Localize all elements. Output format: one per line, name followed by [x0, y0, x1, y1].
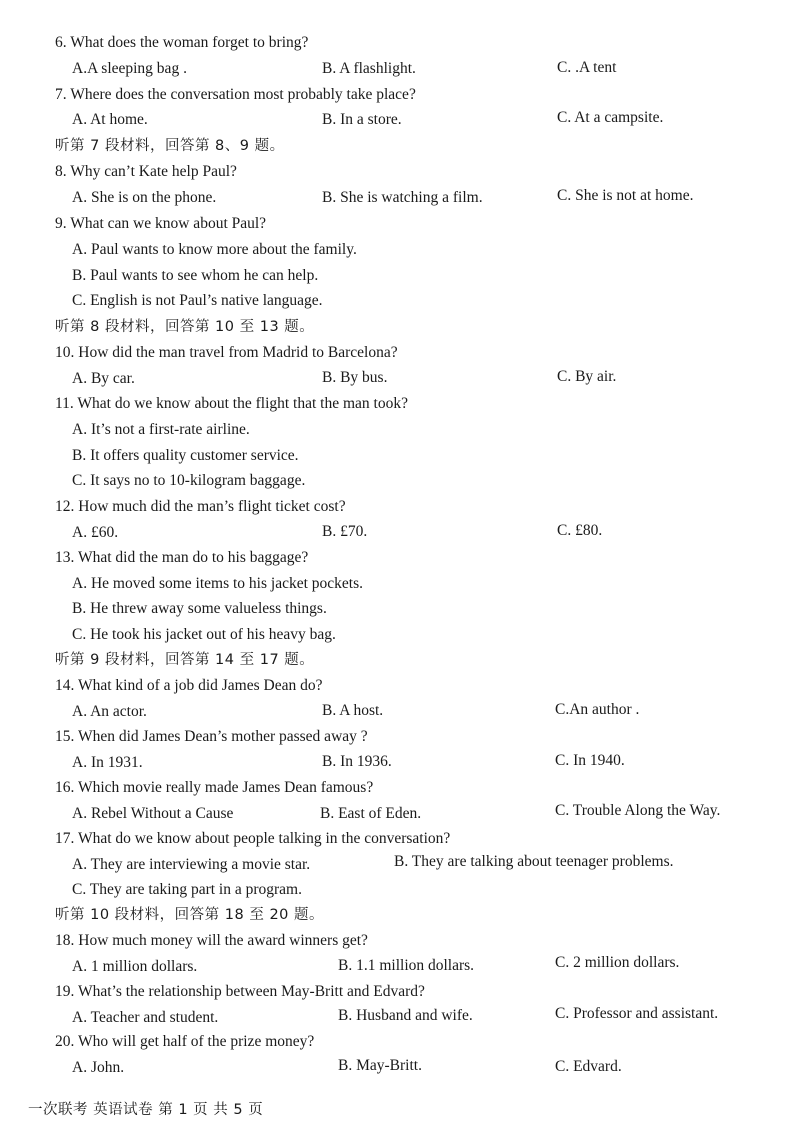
question-14-stem: 14. What kind of a job did James Dean do?: [55, 677, 323, 694]
question-11-option-a: A. It’s not a first-rate airline.: [72, 421, 250, 438]
question-18-option-c: C. 2 million dollars.: [555, 954, 680, 971]
page-footer: 一次联考 英语试卷 第 1 页 共 5 页: [28, 1102, 264, 1118]
question-19-option-b: B. Husband and wife.: [338, 1007, 473, 1024]
question-16-stem: 16. Which movie really made James Dean famous?: [55, 779, 374, 796]
question-10-stem: 10. How did the man travel from Madrid to Barcelona?: [55, 344, 398, 361]
question-13-option-a: A. He moved some items to his jacket pockets.: [72, 575, 363, 592]
question-16-option-a: A. Rebel Without a Cause: [72, 805, 234, 822]
question-7-option-c: C. At a campsite.: [557, 109, 664, 126]
question-6-option-b: B. A flashlight.: [322, 60, 416, 77]
question-13-option-c: C. He took his jacket out of his heavy bag.: [72, 626, 336, 643]
question-13-option-b: B. He threw away some valueless things.: [72, 600, 327, 617]
question-18-option-b: B. 1.1 million dollars.: [338, 957, 475, 974]
question-8-stem: 8. Why can’t Kate help Paul?: [55, 163, 237, 180]
question-10-option-c: C. By air.: [557, 368, 617, 385]
question-8-option-c: C. She is not at home.: [557, 187, 694, 204]
question-8-option-b: B. She is watching a film.: [322, 189, 483, 206]
question-11-stem: 11. What do we know about the flight that the man took?: [55, 395, 408, 412]
question-12-option-b: B. £70.: [322, 523, 368, 540]
question-6-option-a: A.A sleeping bag .: [72, 60, 187, 77]
question-11-option-c: C. It says no to 10-kilogram baggage.: [72, 472, 306, 489]
question-20-option-c: C. Edvard.: [555, 1058, 622, 1075]
section-7-instruction: 听第 7 段材料，回答第 8、9 题。: [55, 138, 285, 154]
question-17-stem: 17. What do we know about people talking in the conversation?: [55, 830, 451, 847]
question-17-option-a: A. They are interviewing a movie star.: [72, 856, 311, 873]
question-18-option-a: A. 1 million dollars.: [72, 958, 198, 975]
question-8-option-a: A. She is on the phone.: [72, 189, 217, 206]
question-20-stem: 20. Who will get half of the prize money?: [55, 1033, 315, 1050]
question-11-option-b: B. It offers quality customer service.: [72, 447, 299, 464]
question-18-stem: 18. How much money will the award winners get?: [55, 932, 368, 949]
question-10-option-b: B. By bus.: [322, 369, 388, 386]
question-7-option-a: A. At home.: [72, 111, 148, 128]
section-8-instruction: 听第 8 段材料，回答第 10 至 13 题。: [55, 319, 315, 335]
question-12-option-a: A. £60.: [72, 524, 119, 541]
question-17-option-c: C. They are taking part in a program.: [72, 881, 302, 898]
question-15-stem: 15. When did James Dean’s mother passed away ?: [55, 728, 368, 745]
question-17-option-b: B. They are talking about teenager problems.: [394, 853, 674, 870]
section-9-instruction: 听第 9 段材料，回答第 14 至 17 题。: [55, 652, 315, 668]
question-15-option-b: B. In 1936.: [322, 753, 392, 770]
question-9-option-c: C. English is not Paul’s native language.: [72, 292, 323, 309]
question-7-stem: 7. Where does the conversation most probably take place?: [55, 86, 416, 103]
question-20-option-b: B. May-Britt.: [338, 1057, 422, 1074]
question-6-option-c: C. .A tent: [557, 59, 617, 76]
question-16-option-b: B. East of Eden.: [320, 805, 422, 822]
question-9-option-a: A. Paul wants to know more about the family.: [72, 241, 357, 258]
question-9-option-b: B. Paul wants to see whom he can help.: [72, 267, 319, 284]
question-14-option-b: B. A host.: [322, 702, 384, 719]
question-20-option-a: A. John.: [72, 1059, 125, 1076]
section-10-instruction: 听第 10 段材料，回答第 18 至 20 题。: [55, 907, 325, 923]
question-12-option-c: C. £80.: [557, 522, 603, 539]
question-6-stem: 6. What does the woman forget to bring?: [55, 34, 309, 51]
question-15-option-c: C. In 1940.: [555, 752, 625, 769]
question-9-stem: 9. What can we know about Paul?: [55, 215, 267, 232]
question-14-option-c: C.An author .: [555, 701, 640, 718]
question-7-option-b: B. In a store.: [322, 111, 402, 128]
question-19-option-a: A. Teacher and student.: [72, 1009, 219, 1026]
question-14-option-a: A. An actor.: [72, 703, 147, 720]
question-15-option-a: A. In 1931.: [72, 754, 143, 771]
question-12-stem: 12. How much did the man’s flight ticket cost?: [55, 498, 346, 515]
question-16-option-c: C. Trouble Along the Way.: [555, 802, 721, 819]
question-10-option-a: A. By car.: [72, 370, 135, 387]
question-19-stem: 19. What’s the relationship between May-Britt and Edvard?: [55, 983, 425, 1000]
question-19-option-c: C. Professor and assistant.: [555, 1005, 719, 1022]
question-13-stem: 13. What did the man do to his baggage?: [55, 549, 309, 566]
